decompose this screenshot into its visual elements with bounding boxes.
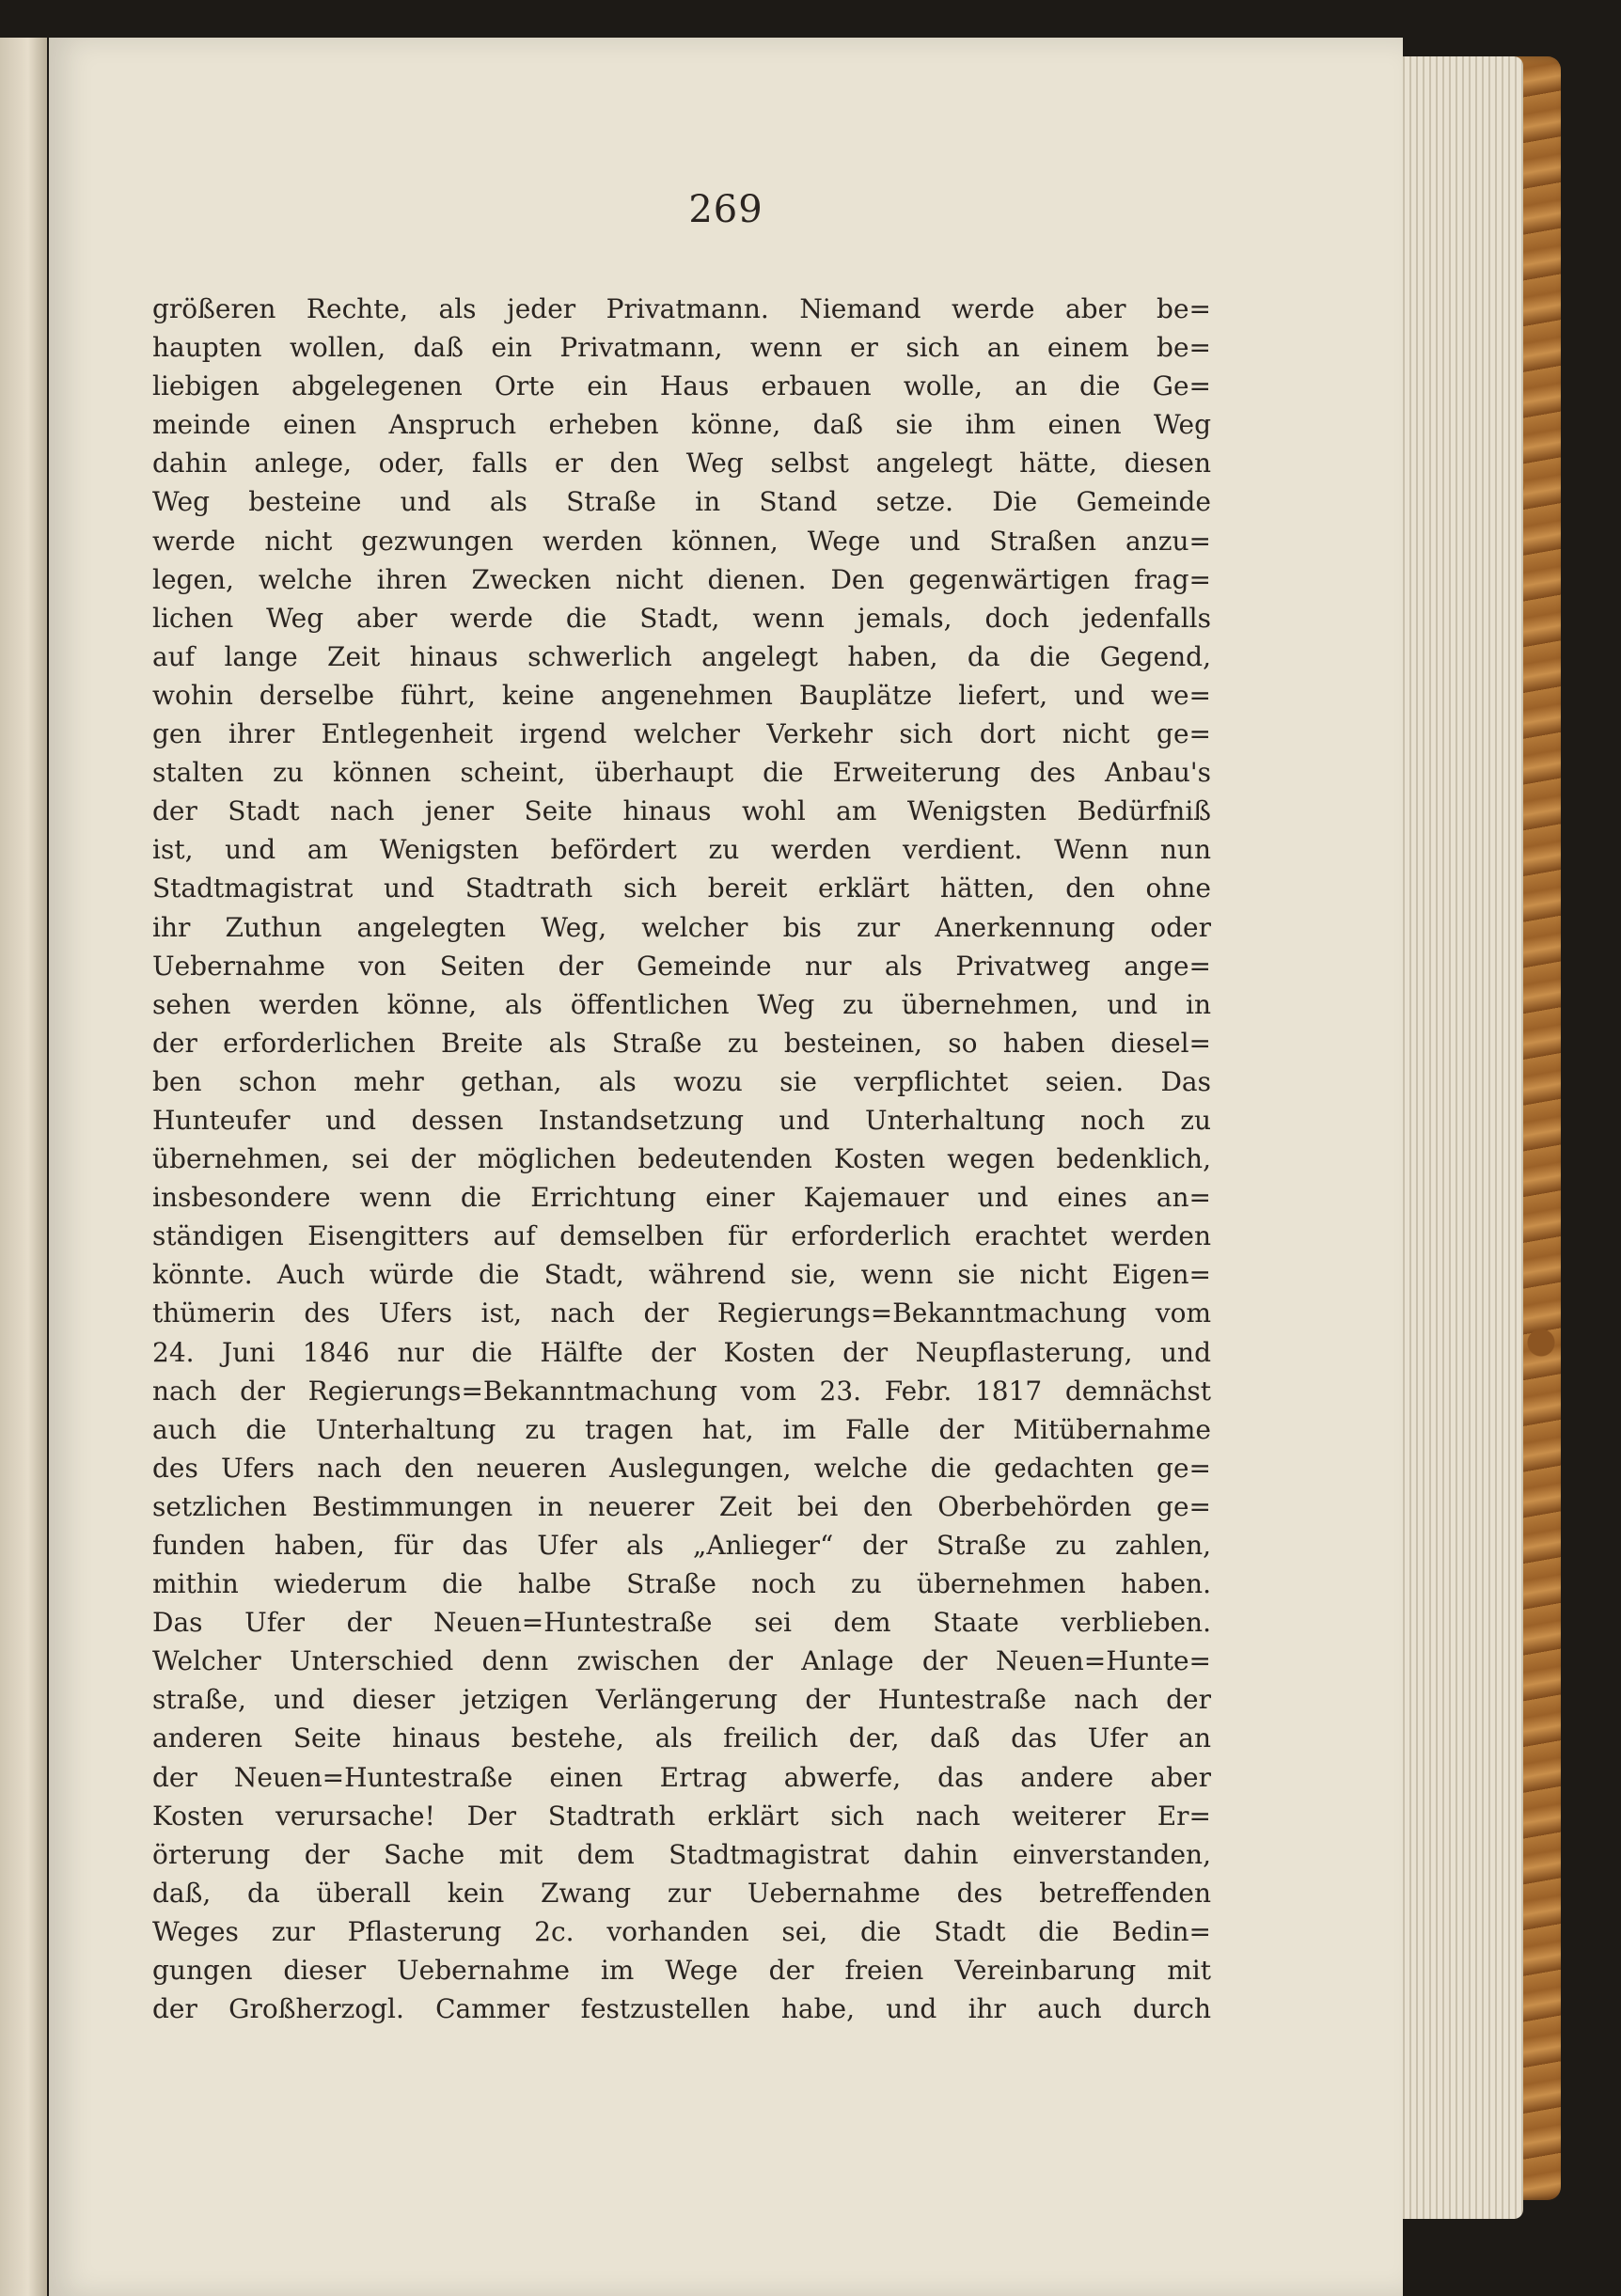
text-line: Weges zur Pflasterung 2c. vorhanden sei, die Stadt die Bedin=: [152, 1915, 1211, 1947]
text-line: örterung der Sache mit dem Stadtmagistrat dahin einverstanden,: [152, 1838, 1211, 1870]
page-number: 269: [688, 188, 763, 231]
text-line: mithin wiederum die halbe Straße noch zu übernehmen haben.: [152, 1568, 1211, 1600]
page-edges: [1392, 56, 1523, 2219]
text-line: Welcher Unterschied denn zwischen der Anlage der Neuen=Hunte=: [152, 1645, 1211, 1677]
text-line: der Stadt nach jener Seite hinaus wohl am Wenigsten Bedürfniß: [152, 795, 1211, 827]
text-line: werde nicht gezwungen werden können, Wege und Straßen anzu=: [152, 525, 1211, 557]
text-line: dahin anlege, oder, falls er den Weg selbst angelegt hätte, diesen: [152, 448, 1211, 480]
text-line: ist, und am Wenigsten befördert zu werden verdient. Wenn nun: [152, 834, 1211, 866]
text-line: auch die Unterhaltung zu tragen hat, im Falle der Mitübernahme: [152, 1413, 1211, 1445]
text-line: Stadtmagistrat und Stadtrath sich bereit erklärt hätten, den ohne: [152, 873, 1211, 904]
text-line: haupten wollen, daß ein Privatmann, wenn er sich an einem be=: [152, 332, 1211, 364]
text-line: sehen werden könne, als öffentlichen Weg zu übernehmen, und in: [152, 988, 1211, 1020]
text-line: Hunteufer und dessen Instandsetzung und Unterhaltung noch zu: [152, 1104, 1211, 1136]
text-line: Uebernahme von Seiten der Gemeinde nur als Privatweg ange=: [152, 950, 1211, 982]
text-line: liebigen abgelegenen Orte ein Haus erbauen wolle, an die Ge=: [152, 370, 1211, 402]
text-line: funden haben, für das Ufer als „Anlieger“ der Straße zu zahlen,: [152, 1530, 1211, 1561]
book-page: [49, 38, 1403, 2296]
text-line: anderen Seite hinaus bestehe, als freilich der, daß das Ufer an: [152, 1722, 1211, 1754]
text-line: meinde einen Anspruch erheben könne, daß sie ihm einen Weg: [152, 409, 1211, 441]
text-line: ben schon mehr gethan, als wozu sie verpflichtet seien. Das: [152, 1065, 1211, 1097]
text-line: ständigen Eisengitters auf demselben für erforderlich erachtet werden: [152, 1220, 1211, 1252]
text-line: Weg besteine und als Straße in Stand setze. Die Gemeinde: [152, 486, 1211, 518]
text-line: insbesondere wenn die Errichtung einer Kajemauer und eines an=: [152, 1182, 1211, 1214]
text-line: der Großherzogl. Cammer festzustellen habe, und ihr auch durch: [152, 1993, 1211, 2025]
text-line: Das Ufer der Neuen=Huntestraße sei dem Staate verblieben.: [152, 1607, 1211, 1639]
body-text: [152, 290, 1211, 2028]
text-line: gen ihrer Entlegenheit irgend welcher Verkehr sich dort nicht ge=: [152, 718, 1211, 750]
text-line: übernehmen, sei der möglichen bedeutenden Kosten wegen bedenklich,: [152, 1143, 1211, 1175]
text-line: Kosten verursache! Der Stadtrath erklärt sich nach weiterer Er=: [152, 1800, 1211, 1832]
text-line: des Ufers nach den neueren Auslegungen, welche die gedachten ge=: [152, 1452, 1211, 1484]
text-line: lichen Weg aber werde die Stadt, wenn jemals, doch jedenfalls: [152, 602, 1211, 634]
text-line: ihr Zuthun angelegten Weg, welcher bis zur Anerkennung oder: [152, 911, 1211, 943]
text-line: nach der Regierungs=Bekanntmachung vom 23. Febr. 1817 demnächst: [152, 1375, 1211, 1407]
text-line: auf lange Zeit hinaus schwerlich angelegt haben, da die Gegend,: [152, 640, 1211, 672]
text-line: legen, welche ihren Zwecken nicht dienen. Den gegenwärtigen frag=: [152, 563, 1211, 595]
text-line: stalten zu können scheint, überhaupt die Erweiterung des Anbau's: [152, 757, 1211, 789]
text-line: 24. Juni 1846 nur die Hälfte der Kosten der Neupflasterung, und: [152, 1336, 1211, 1368]
facing-page-edge: [0, 38, 47, 2296]
text-line: setzlichen Bestimmungen in neuerer Zeit bei den Oberbehörden ge=: [152, 1490, 1211, 1522]
text-line: straße, und dieser jetzigen Verlängerung der Huntestraße nach der: [152, 1684, 1211, 1716]
text-line: daß, da überall kein Zwang zur Uebernahme des betreffenden: [152, 1877, 1211, 1909]
text-line: thümerin des Ufers ist, nach der Regierungs=Bekanntmachung vom: [152, 1297, 1211, 1329]
text-line: der erforderlichen Breite als Straße zu besteinen, so haben diesel=: [152, 1027, 1211, 1059]
text-line: wohin derselbe führt, keine angenehmen Bauplätze liefert, und we=: [152, 679, 1211, 711]
text-line: gungen dieser Uebernahme im Wege der freien Vereinbarung mit: [152, 1955, 1211, 1987]
text-line: könnte. Auch würde die Stadt, während sie, wenn sie nicht Eigen=: [152, 1259, 1211, 1291]
text-line: größeren Rechte, als jeder Privatmann. Niemand werde aber be=: [152, 293, 1211, 324]
text-line: der Neuen=Huntestraße einen Ertrag abwerfe, das andere aber: [152, 1761, 1211, 1793]
